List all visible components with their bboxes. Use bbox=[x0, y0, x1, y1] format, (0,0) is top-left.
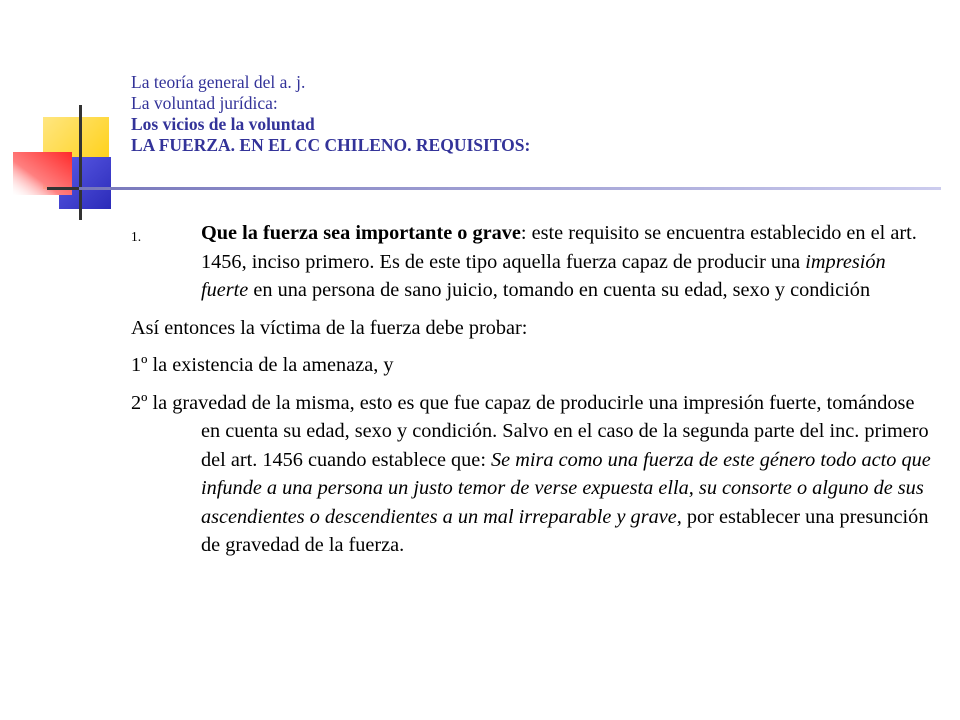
item-emphasis-text: impresión fuerte bbox=[201, 250, 886, 301]
title-divider bbox=[79, 187, 941, 190]
red-square bbox=[13, 152, 72, 195]
slide-title bbox=[131, 72, 931, 156]
title-line-1: La teoría general del a. j. bbox=[131, 72, 306, 92]
short-horizontal-rule bbox=[47, 187, 95, 190]
legal-quote: Se mira como una fuerza de este género todo acto que infunde a una persona un justo temor de verse expuesta ella, su consorte o alguno de sus ascendientes o descendientes a un mal irreparable y grave, bbox=[201, 448, 931, 528]
item-text-part-2: en una persona de sano juicio, tomando en cuenta su edad, sexo y condición bbox=[248, 279, 871, 301]
title-line-3: Los vicios de la voluntad bbox=[131, 114, 315, 134]
paragraph-3-text-1: 2º la gravedad de la misma, esto es que fue capaz de producirle una impresión fuerte, tomándose en cuenta su edad, sexo y condición. Salvo en el caso de la segunda parte del inc. primero del art. 1456 cuando establece que: bbox=[131, 391, 929, 471]
paragraph-3 bbox=[131, 389, 931, 560]
item-lead-text: Que la fuerza sea importante o grave bbox=[201, 222, 521, 244]
blue-square bbox=[59, 157, 111, 209]
item-number: 1. bbox=[131, 229, 142, 244]
slide-body bbox=[131, 219, 931, 560]
paragraph-1: Así entonces la víctima de la fuerza debe probar: bbox=[131, 316, 528, 339]
yellow-square bbox=[43, 117, 109, 189]
title-line-4: LA FUERZA. EN EL CC CHILENO. REQUISITOS: bbox=[131, 135, 531, 155]
item-text-part-1: : este requisito se encuentra establecido en el art. 1456, inciso primero. Es de este tipo aquella fuerza capaz de producir una bbox=[201, 222, 917, 273]
title-line-2: La voluntad jurídica: bbox=[131, 93, 278, 113]
paragraph-2: 1º la existencia de la amenaza, y bbox=[131, 354, 394, 376]
vertical-rule bbox=[79, 105, 82, 220]
numbered-item-1 bbox=[131, 219, 931, 305]
paragraph-3-text-2: por establecer una presunción de gravedad de la fuerza. bbox=[201, 505, 929, 556]
